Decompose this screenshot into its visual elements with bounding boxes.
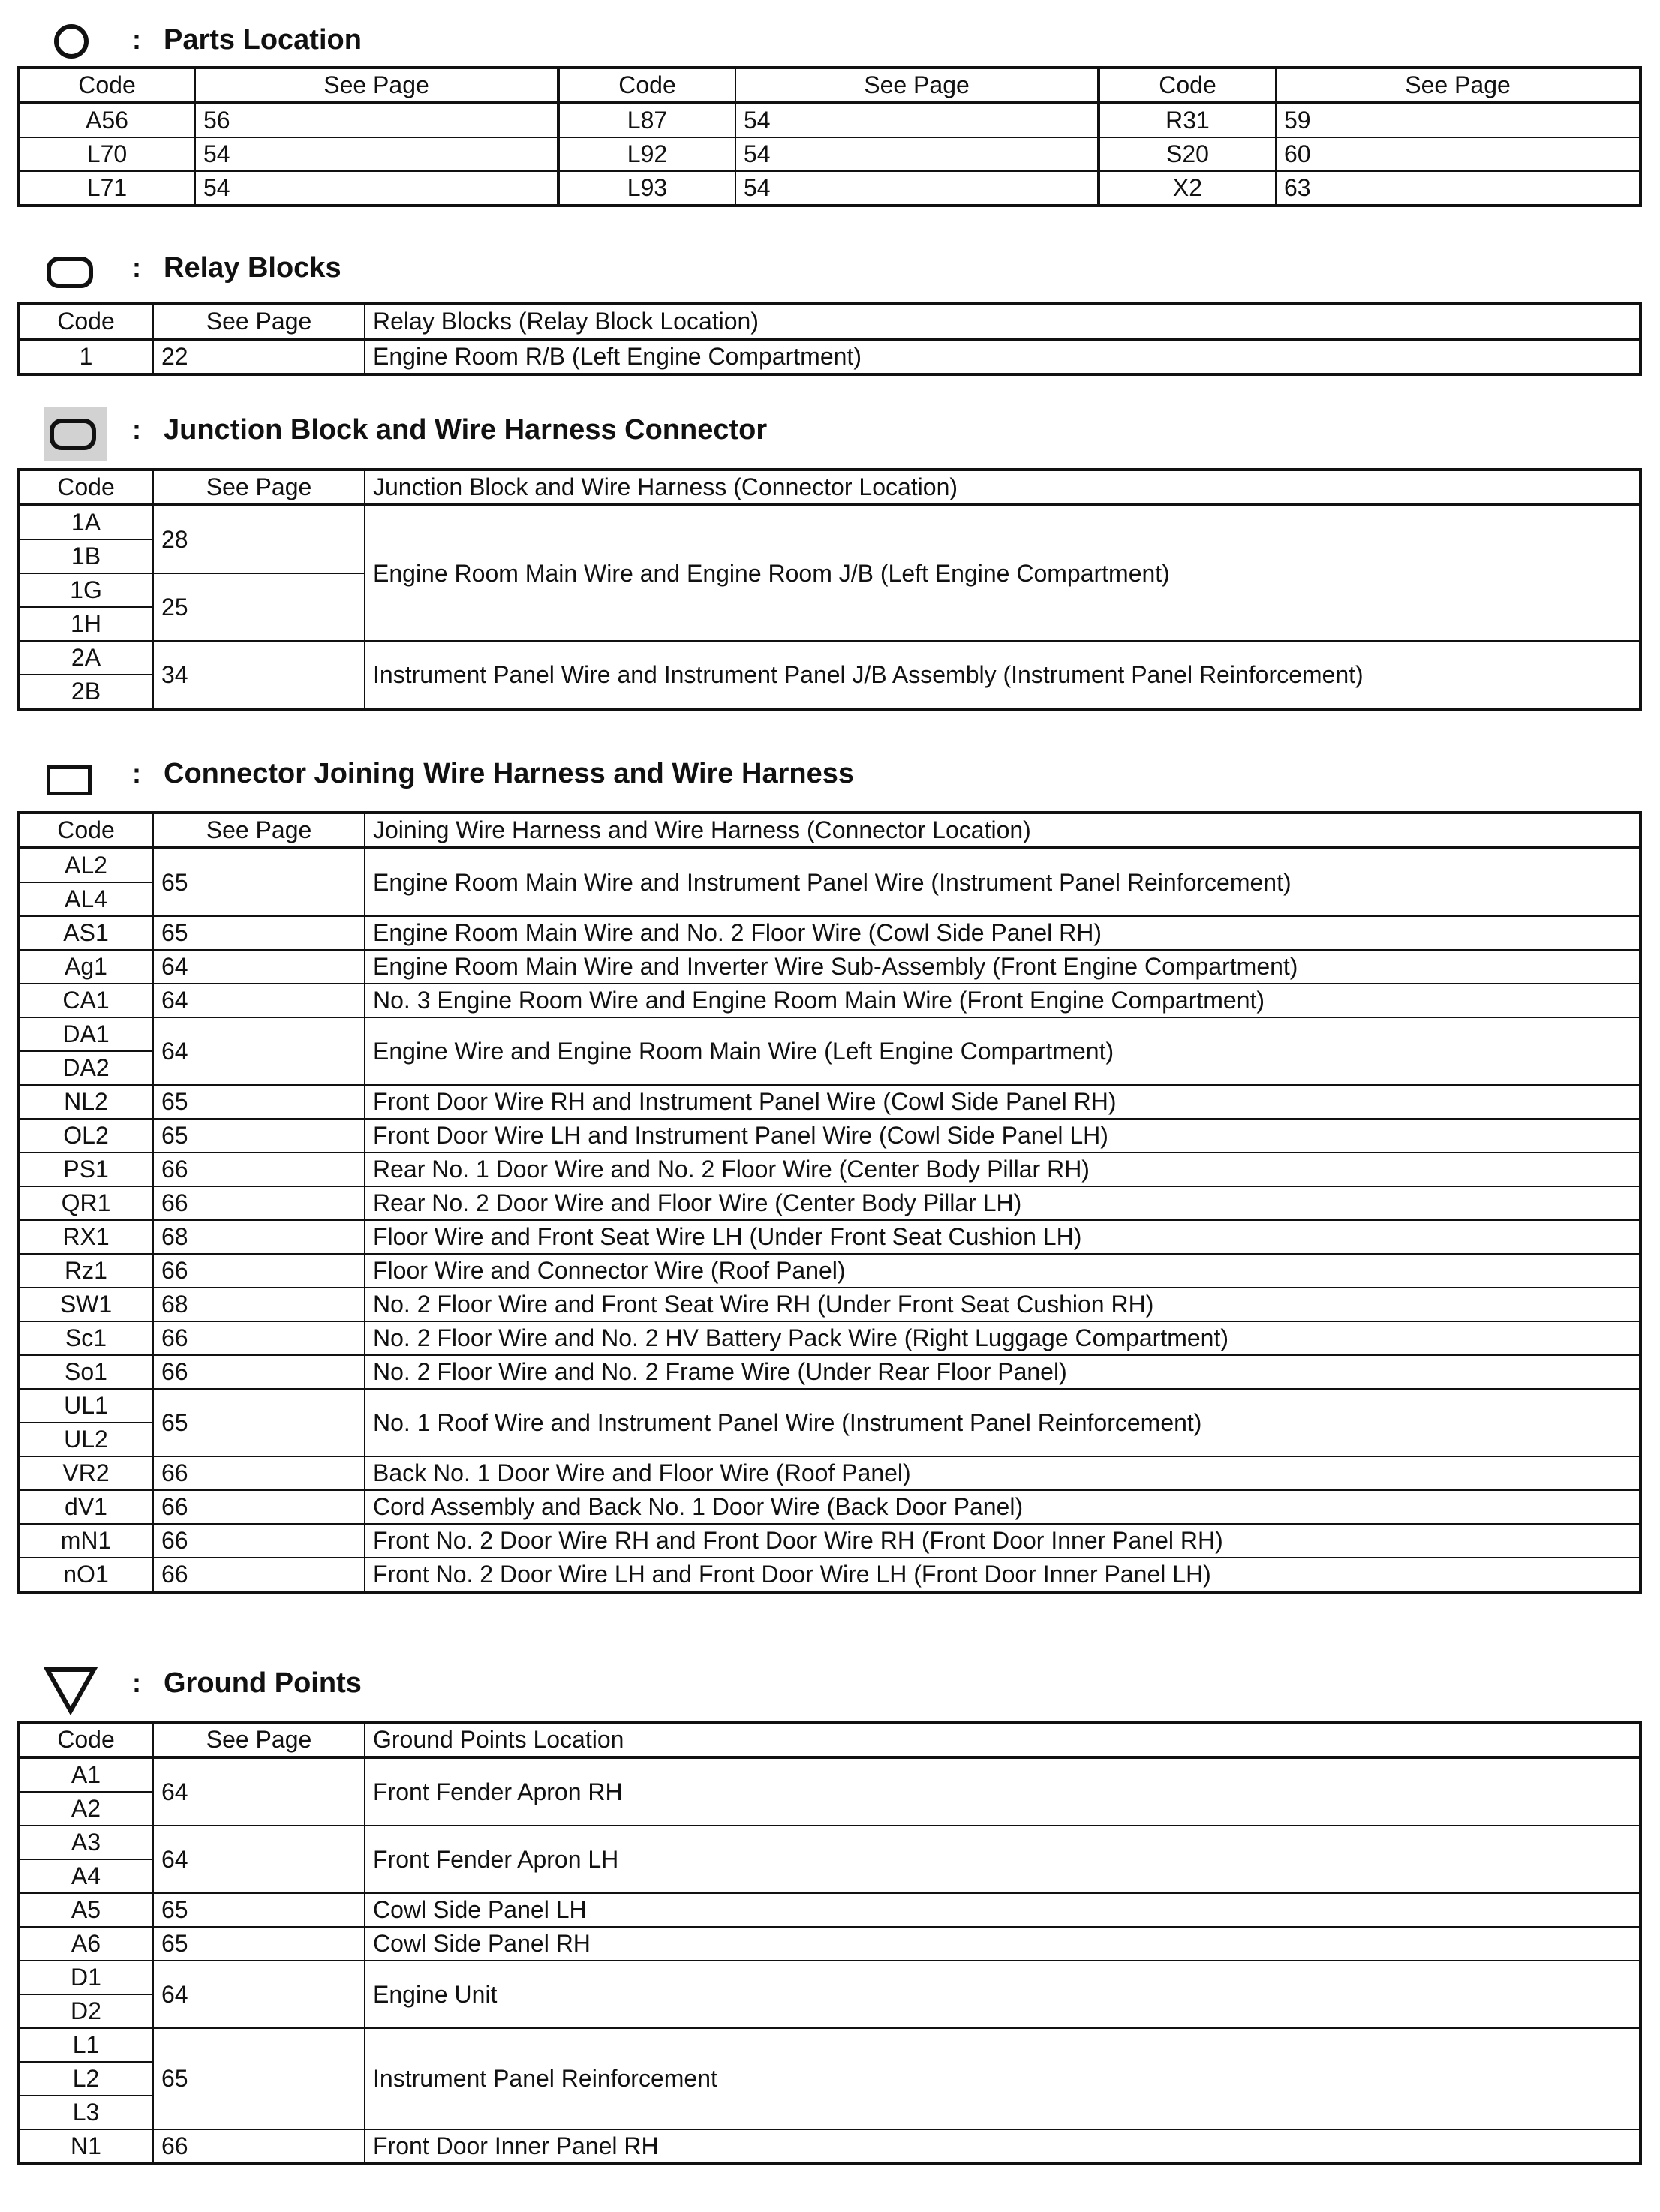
- see-page-column-header: See Page: [153, 470, 365, 505]
- location-cell: Instrument Panel Reinforcement: [365, 2028, 1640, 2129]
- table-header-row: [18, 1722, 1640, 1757]
- code-cell: 1G: [18, 573, 153, 607]
- code-cell: 1B: [18, 539, 153, 573]
- see-page-column-header: See Page: [195, 68, 558, 103]
- table-row: [18, 1119, 1640, 1153]
- page-cell: 66: [153, 1558, 365, 1592]
- location-column-header: Joining Wire Harness and Wire Harness (Connector Location): [365, 813, 1640, 848]
- table-row: [18, 950, 1640, 984]
- location-cell: Engine Room R/B (Left Engine Compartment): [365, 339, 1640, 374]
- page-cell: 65: [153, 848, 365, 916]
- page-cell: 65: [153, 1927, 365, 1961]
- see-page-column-header: See Page: [153, 813, 365, 848]
- page-cell: 56: [195, 103, 558, 137]
- table-row: [18, 1456, 1640, 1490]
- page-cell: 54: [195, 137, 558, 171]
- page-cell: 22: [153, 339, 365, 374]
- location-column-header: Relay Blocks (Relay Block Location): [365, 304, 1640, 339]
- location-cell: Front Door Wire LH and Instrument Panel Wire (Cowl Side Panel LH): [365, 1119, 1640, 1153]
- code-cell: UL2: [18, 1423, 153, 1456]
- page-cell: 54: [735, 103, 1099, 137]
- relay-blocks-table: [17, 302, 1642, 376]
- location-cell: Front No. 2 Door Wire LH and Front Door Wire LH (Front Door Inner Panel LH): [365, 1558, 1640, 1592]
- table-row: [18, 339, 1640, 374]
- table-header-row: [18, 813, 1640, 848]
- code-cell: 2A: [18, 641, 153, 675]
- page-cell: 64: [153, 1757, 365, 1826]
- code-column-header: Code: [18, 813, 153, 848]
- table-row: [18, 171, 1640, 206]
- code-cell: RX1: [18, 1220, 153, 1254]
- code-cell: A6: [18, 1927, 153, 1961]
- table-row: [18, 916, 1640, 950]
- code-cell: N1: [18, 2129, 153, 2164]
- table-row: [18, 1389, 1640, 1423]
- location-cell: No. 2 Floor Wire and No. 2 Frame Wire (Under Rear Floor Panel): [365, 1355, 1640, 1389]
- location-cell: Floor Wire and Front Seat Wire LH (Under Front Seat Cushion LH): [365, 1220, 1640, 1254]
- table-row: [18, 2129, 1640, 2164]
- table-row: [18, 505, 1640, 539]
- page-cell: 65: [153, 916, 365, 950]
- table-row: [18, 1085, 1640, 1119]
- table-row: [18, 103, 1640, 137]
- location-cell: No. 2 Floor Wire and No. 2 HV Battery Pack Wire (Right Luggage Compartment): [365, 1321, 1640, 1355]
- page-cell: 66: [153, 1490, 365, 1524]
- see-page-column-header: See Page: [153, 304, 365, 339]
- location-cell: Engine Room Main Wire and No. 2 Floor Wire (Cowl Side Panel RH): [365, 916, 1640, 950]
- location-cell: Cowl Side Panel RH: [365, 1927, 1640, 1961]
- location-cell: Rear No. 2 Door Wire and Floor Wire (Center Body Pillar LH): [365, 1186, 1640, 1220]
- page-cell: 66: [153, 1186, 365, 1220]
- location-cell: Engine Room Main Wire and Engine Room J/B (Left Engine Compartment): [365, 505, 1640, 641]
- table-row: [18, 848, 1640, 882]
- ground-points-table: [17, 1721, 1642, 2165]
- page-cell: 66: [153, 1355, 365, 1389]
- location-cell: Rear No. 1 Door Wire and No. 2 Floor Wire (Center Body Pillar RH): [365, 1153, 1640, 1186]
- code-column-header: Code: [18, 304, 153, 339]
- table-row: [18, 1288, 1640, 1321]
- page-cell: 54: [735, 171, 1099, 206]
- table-row: [18, 641, 1640, 675]
- code-cell: UL1: [18, 1389, 153, 1423]
- code-column-header: Code: [1099, 68, 1276, 103]
- location-column-header: Ground Points Location: [365, 1722, 1640, 1757]
- code-cell: 2B: [18, 675, 153, 709]
- location-cell: Cord Assembly and Back No. 1 Door Wire (Back Door Panel): [365, 1490, 1640, 1524]
- code-cell: 1A: [18, 505, 153, 539]
- code-cell: PS1: [18, 1153, 153, 1186]
- section-colon: :: [132, 414, 141, 445]
- page-cell: 25: [153, 573, 365, 641]
- location-cell: Engine Unit: [365, 1961, 1640, 2028]
- code-cell: A3: [18, 1826, 153, 1859]
- code-column-header: Code: [558, 68, 735, 103]
- page-cell: 64: [153, 984, 365, 1017]
- section-title: Parts Location: [164, 24, 362, 56]
- page-cell: 64: [153, 1961, 365, 2028]
- page-cell: 66: [153, 2129, 365, 2164]
- page-cell: 66: [153, 1254, 365, 1288]
- code-cell: L70: [18, 137, 195, 171]
- location-cell: Floor Wire and Connector Wire (Roof Panel): [365, 1254, 1640, 1288]
- section-title: Junction Block and Wire Harness Connector: [164, 414, 768, 446]
- page-cell: 60: [1276, 137, 1640, 171]
- table-row: [18, 1893, 1640, 1927]
- table-row: [18, 1826, 1640, 1859]
- code-cell: NL2: [18, 1085, 153, 1119]
- page-cell: 65: [153, 1389, 365, 1456]
- page-cell: 54: [195, 171, 558, 206]
- table-row: [18, 1558, 1640, 1592]
- location-cell: Engine Room Main Wire and Instrument Panel Wire (Instrument Panel Reinforcement): [365, 848, 1640, 916]
- shaded-oval-symbol-icon: [50, 419, 96, 450]
- page-cell: 65: [153, 1085, 365, 1119]
- connector-joining-table: [17, 811, 1642, 1594]
- code-cell: DA2: [18, 1051, 153, 1085]
- code-cell: A4: [18, 1859, 153, 1893]
- code-cell: Ag1: [18, 950, 153, 984]
- code-cell: nO1: [18, 1558, 153, 1592]
- see-page-column-header: See Page: [735, 68, 1099, 103]
- page-cell: 65: [153, 2028, 365, 2129]
- page-cell: 34: [153, 641, 365, 709]
- code-column-header: Code: [18, 470, 153, 505]
- section-colon: :: [132, 24, 141, 55]
- table-row: [18, 1220, 1640, 1254]
- code-cell: mN1: [18, 1524, 153, 1558]
- code-cell: So1: [18, 1355, 153, 1389]
- table-row: [18, 1757, 1640, 1792]
- location-cell: Engine Wire and Engine Room Main Wire (Left Engine Compartment): [365, 1017, 1640, 1085]
- code-cell: SW1: [18, 1288, 153, 1321]
- table-row: [18, 1186, 1640, 1220]
- page-cell: 64: [153, 1017, 365, 1085]
- code-cell: A56: [18, 103, 195, 137]
- location-cell: Front Door Inner Panel RH: [365, 2129, 1640, 2164]
- code-cell: L87: [558, 103, 735, 137]
- circle-symbol-icon: [54, 24, 89, 59]
- see-page-column-header: See Page: [153, 1722, 365, 1757]
- code-cell: CA1: [18, 984, 153, 1017]
- page-cell: 64: [153, 1826, 365, 1893]
- table-row: [18, 1017, 1640, 1051]
- location-cell: Cowl Side Panel LH: [365, 1893, 1640, 1927]
- page-cell: 54: [735, 137, 1099, 171]
- page-cell: 66: [153, 1524, 365, 1558]
- location-cell: Front Fender Apron RH: [365, 1757, 1640, 1826]
- location-cell: Instrument Panel Wire and Instrument Panel J/B Assembly (Instrument Panel Reinforcement): [365, 641, 1640, 709]
- location-cell: Front Fender Apron LH: [365, 1826, 1640, 1893]
- code-cell: AL4: [18, 882, 153, 916]
- code-cell: AS1: [18, 916, 153, 950]
- table-row: [18, 1355, 1640, 1389]
- code-cell: L3: [18, 2096, 153, 2129]
- page-cell: 66: [153, 1153, 365, 1186]
- code-cell: QR1: [18, 1186, 153, 1220]
- page-cell: 65: [153, 1119, 365, 1153]
- junction-block-table: [17, 468, 1642, 711]
- section-colon: :: [132, 758, 141, 789]
- code-cell: dV1: [18, 1490, 153, 1524]
- oval-symbol-icon: [47, 257, 93, 288]
- code-cell: L93: [558, 171, 735, 206]
- see-page-column-header: See Page: [1276, 68, 1640, 103]
- code-cell: L92: [558, 137, 735, 171]
- location-cell: No. 1 Roof Wire and Instrument Panel Wire (Instrument Panel Reinforcement): [365, 1389, 1640, 1456]
- location-cell: Engine Room Main Wire and Inverter Wire Sub-Assembly (Front Engine Compartment): [365, 950, 1640, 984]
- location-cell: Back No. 1 Door Wire and Floor Wire (Roof Panel): [365, 1456, 1640, 1490]
- table-row: [18, 2028, 1640, 2062]
- code-cell: Rz1: [18, 1254, 153, 1288]
- table-row: [18, 1524, 1640, 1558]
- table-row: [18, 1321, 1640, 1355]
- code-cell: A1: [18, 1757, 153, 1792]
- parts-location-table: [17, 66, 1642, 207]
- table-header-row: [18, 68, 1640, 103]
- table-row: [18, 137, 1640, 171]
- code-cell: 1H: [18, 607, 153, 641]
- location-column-header: Junction Block and Wire Harness (Connector Location): [365, 470, 1640, 505]
- location-cell: Front Door Wire RH and Instrument Panel Wire (Cowl Side Panel RH): [365, 1085, 1640, 1119]
- code-cell: D1: [18, 1961, 153, 1994]
- page-cell: 64: [153, 950, 365, 984]
- section-title: Connector Joining Wire Harness and Wire Harness: [164, 758, 854, 789]
- code-cell: A5: [18, 1893, 153, 1927]
- code-cell: 1: [18, 339, 153, 374]
- code-cell: L1: [18, 2028, 153, 2062]
- table-row: [18, 1490, 1640, 1524]
- code-column-header: Code: [18, 1722, 153, 1757]
- code-cell: S20: [1099, 137, 1276, 171]
- section-title: Relay Blocks: [164, 252, 341, 284]
- code-cell: R31: [1099, 103, 1276, 137]
- page-cell: 63: [1276, 171, 1640, 206]
- location-cell: No. 2 Floor Wire and Front Seat Wire RH (Under Front Seat Cushion RH): [365, 1288, 1640, 1321]
- code-cell: L71: [18, 171, 195, 206]
- page-cell: 66: [153, 1321, 365, 1355]
- table-row: [18, 1153, 1640, 1186]
- table-row: [18, 1254, 1640, 1288]
- code-cell: VR2: [18, 1456, 153, 1490]
- table-row: [18, 984, 1640, 1017]
- table-row: [18, 1927, 1640, 1961]
- location-cell: Front No. 2 Door Wire RH and Front Door Wire RH (Front Door Inner Panel RH): [365, 1524, 1640, 1558]
- page-cell: 68: [153, 1288, 365, 1321]
- table-row: [18, 1961, 1640, 1994]
- page-cell: 59: [1276, 103, 1640, 137]
- triangle-symbol-icon: [44, 1666, 98, 1715]
- page-cell: 28: [153, 505, 365, 573]
- code-cell: AL2: [18, 848, 153, 882]
- table-header-row: [18, 304, 1640, 339]
- rectangle-symbol-icon: [47, 765, 92, 795]
- code-cell: L2: [18, 2062, 153, 2096]
- page-cell: 68: [153, 1220, 365, 1254]
- table-header-row: [18, 470, 1640, 505]
- code-cell: DA1: [18, 1017, 153, 1051]
- section-colon: :: [132, 252, 141, 283]
- code-column-header: Code: [18, 68, 195, 103]
- code-cell: OL2: [18, 1119, 153, 1153]
- code-cell: D2: [18, 1994, 153, 2028]
- code-cell: X2: [1099, 171, 1276, 206]
- page-cell: 66: [153, 1456, 365, 1490]
- section-colon: :: [132, 1667, 141, 1698]
- code-cell: Sc1: [18, 1321, 153, 1355]
- location-cell: No. 3 Engine Room Wire and Engine Room Main Wire (Front Engine Compartment): [365, 984, 1640, 1017]
- page-cell: 65: [153, 1893, 365, 1927]
- code-cell: A2: [18, 1792, 153, 1826]
- section-title: Ground Points: [164, 1667, 362, 1699]
